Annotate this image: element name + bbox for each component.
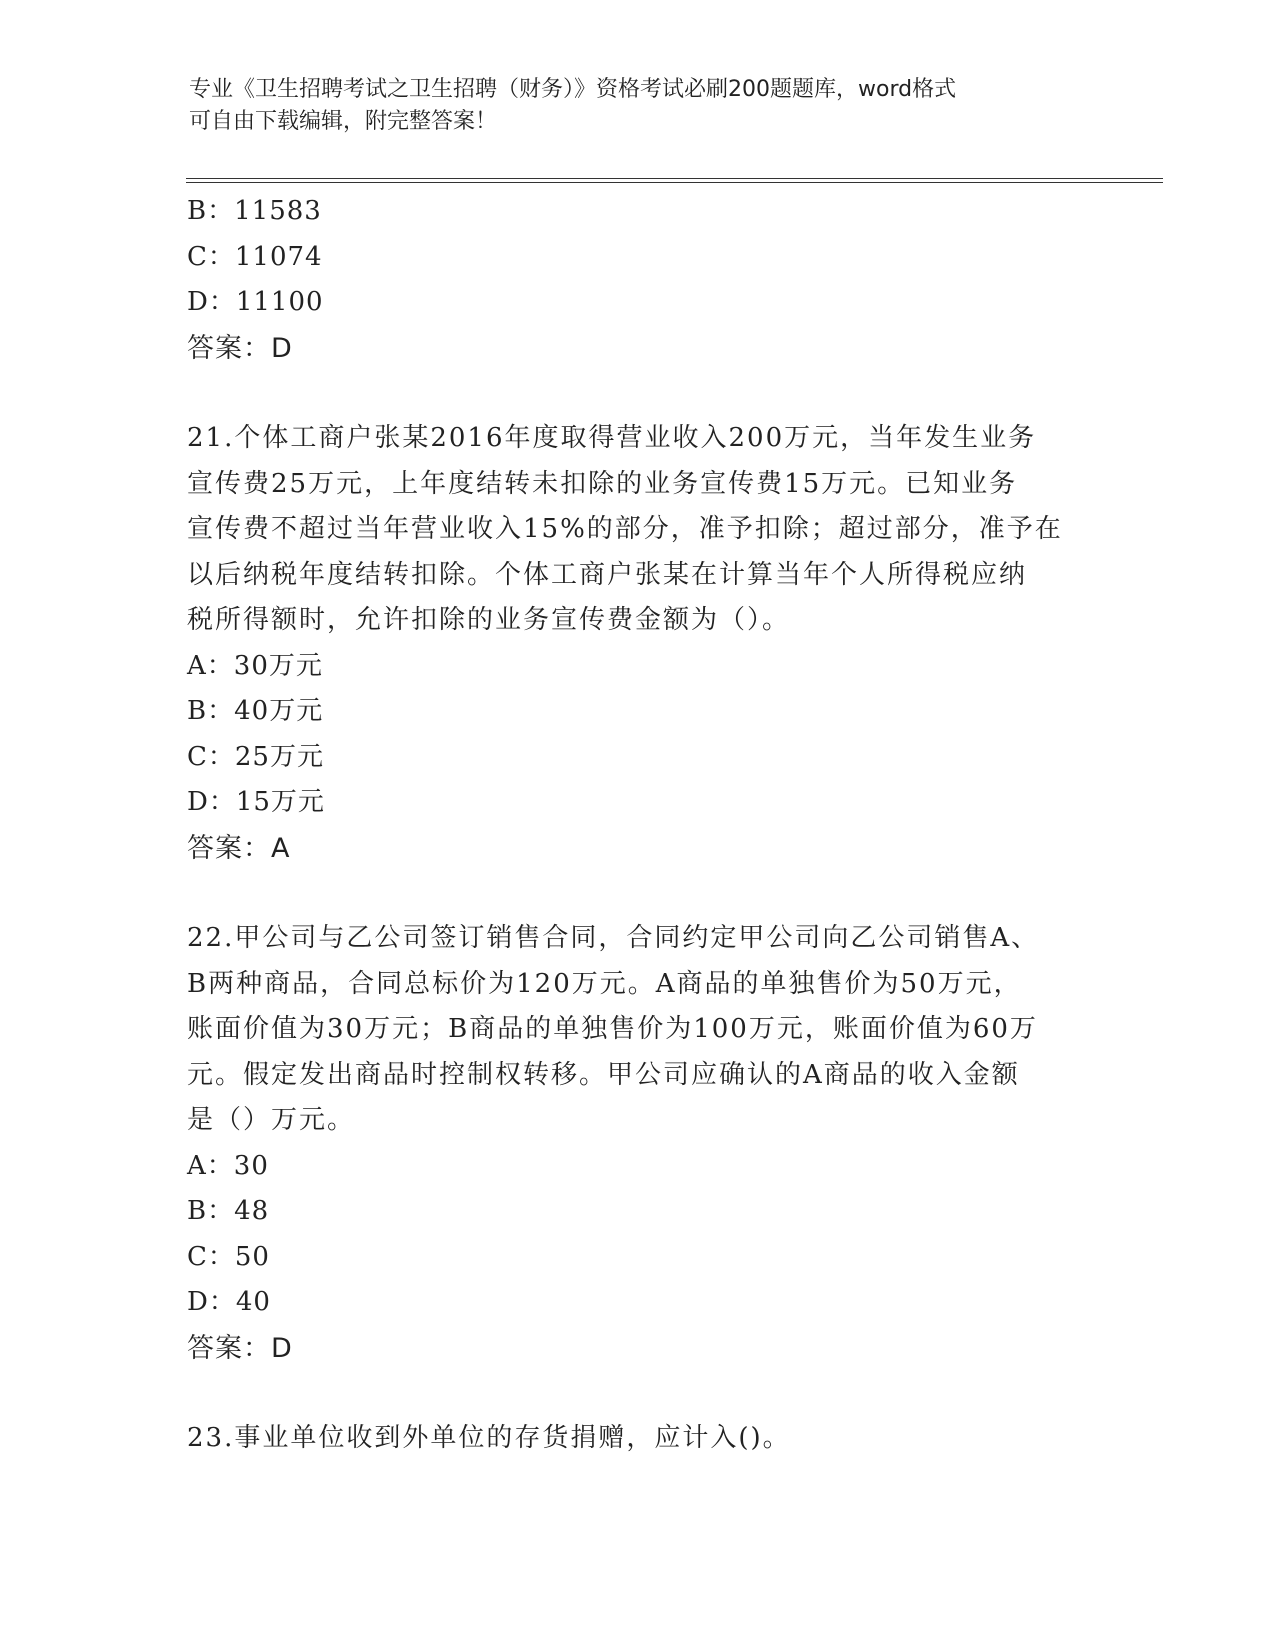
- header-line-2: 可自由下载编辑，附完整答案！: [189, 109, 498, 134]
- answer-line: 答案：D: [187, 332, 293, 364]
- document-header: [189, 74, 1089, 138]
- question-23: [187, 1416, 1087, 1462]
- answer-line: 答案：A: [187, 832, 291, 864]
- question-text-line: 以后纳税年度结转扣除。个体工商户张某在计算当年个人所得税应纳: [187, 559, 1028, 590]
- option-b: B：48: [187, 1196, 270, 1226]
- question-text-line: 是（）万元。: [187, 1105, 356, 1135]
- question-text-line: B两种商品，合同总标价为120万元。A商品的单独售价为50万元，: [187, 968, 1022, 999]
- document-body: [187, 189, 1087, 1462]
- option-d: D：40: [187, 1287, 271, 1317]
- spacer: [187, 371, 1087, 416]
- option-d: D：11100: [187, 287, 324, 317]
- header-double-rule: [186, 178, 1163, 183]
- spacer: [187, 871, 1087, 916]
- answer-line: 答案：D: [187, 1332, 293, 1364]
- question-text-line: 21.个体工商户张某2016年度取得营业收入200万元，当年发生业务: [187, 423, 1037, 453]
- option-c: C：50: [187, 1241, 270, 1272]
- option-d: D：15万元: [187, 787, 325, 817]
- option-c: C：11074: [187, 241, 323, 272]
- question-text-line: 22.甲公司与乙公司签订销售合同，合同约定甲公司向乙公司销售A、: [187, 923, 1040, 953]
- header-line-1: 专业《卫生招聘考试之卫生招聘（财务）》资格考试必刷200题题库，word格式: [189, 77, 957, 102]
- option-a: A：30万元: [187, 650, 323, 681]
- spacer: [187, 1371, 1087, 1416]
- question-text-line: 宣传费25万元，上年度结转未扣除的业务宣传费15万元。已知业务: [187, 468, 1018, 499]
- option-b: B：11583: [187, 196, 322, 226]
- previous-question-tail: [187, 189, 1087, 371]
- option-c: C：25万元: [187, 741, 324, 772]
- question-text-line: 账面价值为30万元；B商品的单独售价为100万元，账面价值为60万: [187, 1014, 1038, 1044]
- question-22: [187, 916, 1087, 1371]
- question-21: [187, 416, 1087, 871]
- option-a: A：30: [187, 1150, 269, 1181]
- question-text-line: 元。假定发出商品时控制权转移。甲公司应确认的A商品的收入金额: [187, 1059, 1020, 1090]
- question-text-line: 宣传费不超过当年营业收入15%的部分，准予扣除；超过部分，准予在: [187, 514, 1063, 544]
- question-text-line: 税所得额时，允许扣除的业务宣传费金额为（）。: [187, 605, 791, 635]
- question-text-line: 23.事业单位收到外单位的存货捐赠，应计入()。: [187, 1423, 791, 1453]
- option-b: B：40万元: [187, 696, 324, 726]
